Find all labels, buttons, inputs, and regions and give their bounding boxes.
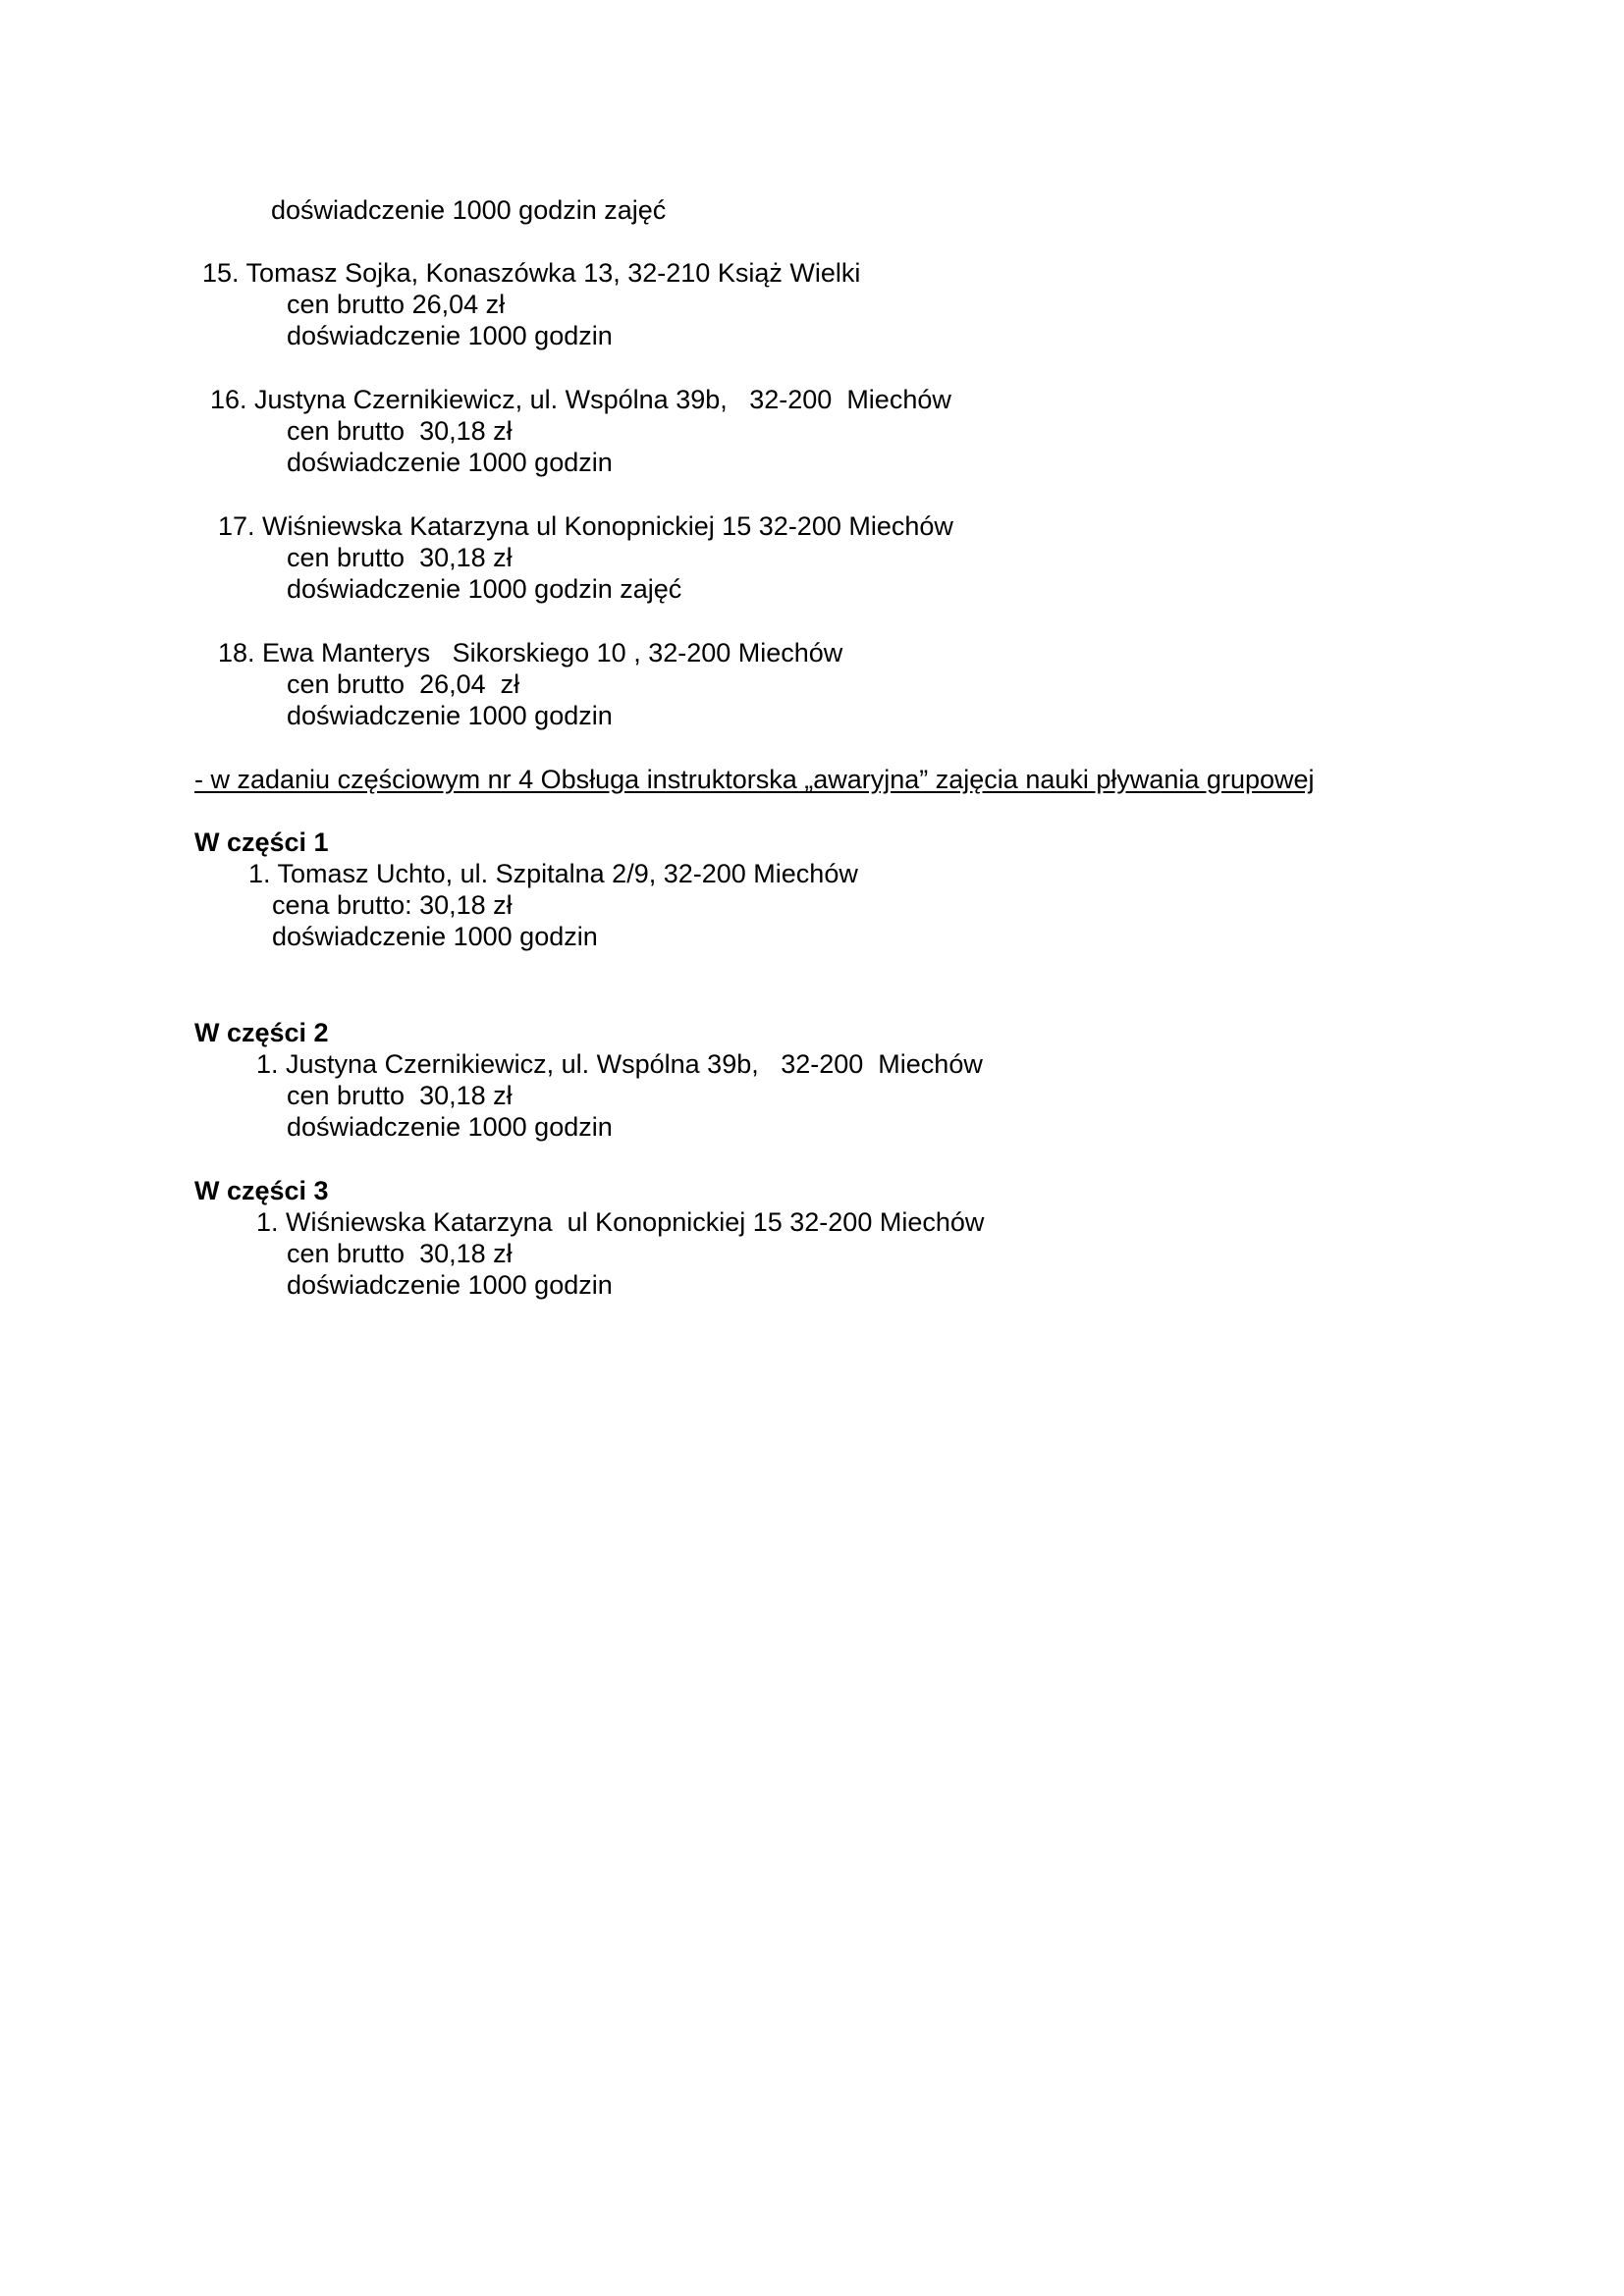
entry-17-heading: 17. Wiśniewska Katarzyna ul Konopnickiej 15 32-200 Miechów (218, 511, 953, 541)
task-heading: - w zadaniu częściowym nr 4 Obsługa instruktorska „awaryjna” zajęcia nauki pływania grupowej (194, 765, 1315, 794)
entry-15-heading: 15. Tomasz Sojka, Konaszówka 13, 32-210 Książ Wielki (202, 258, 861, 288)
entry-15-experience: doświadczenie 1000 godzin (287, 321, 613, 350)
part-2-experience: doświadczenie 1000 godzin (287, 1112, 613, 1142)
part-1-heading: 1. Tomasz Uchto, ul. Szpitalna 2/9, 32-200 Miechów (248, 859, 858, 888)
part-3-title: W części 3 (194, 1176, 329, 1205)
part-1-price: cena brutto: 30,18 zł (272, 890, 513, 920)
entry-17-experience: doświadczenie 1000 godzin zajęć (287, 574, 682, 604)
part-1-experience: doświadczenie 1000 godzin (272, 922, 598, 951)
entry-16-experience: doświadczenie 1000 godzin (287, 448, 613, 477)
part-3-experience: doświadczenie 1000 godzin (287, 1270, 613, 1300)
part-2-heading: 1. Justyna Czernikiewicz, ul. Wspólna 39b, 32-200 Miechów (256, 1049, 983, 1079)
entry-16-price: cen brutto 30,18 zł (287, 416, 513, 446)
part-3-heading: 1. Wiśniewska Katarzyna ul Konopnickiej 15 32-200 Miechów (256, 1207, 985, 1237)
part-1-title: W części 1 (194, 828, 329, 857)
entry-18-experience: doświadczenie 1000 godzin (287, 701, 613, 730)
part-2-title: W części 2 (194, 1018, 329, 1047)
entry-16-heading: 16. Justyna Czernikiewicz, ul. Wspólna 39b, 32-200 Miechów (210, 385, 951, 414)
entry-18-price: cen brutto 26,04 zł (287, 669, 520, 699)
entry-17-price: cen brutto 30,18 zł (287, 543, 513, 572)
entry-15-price: cen brutto 26,04 zł (287, 290, 506, 319)
lead-line: doświadczenie 1000 godzin zajęć (271, 195, 667, 225)
part-2-price: cen brutto 30,18 zł (287, 1081, 513, 1110)
entry-18-heading: 18. Ewa Manterys Sikorskiego 10 , 32-200 Miechów (218, 638, 843, 667)
part-3-price: cen brutto 30,18 zł (287, 1239, 513, 1268)
